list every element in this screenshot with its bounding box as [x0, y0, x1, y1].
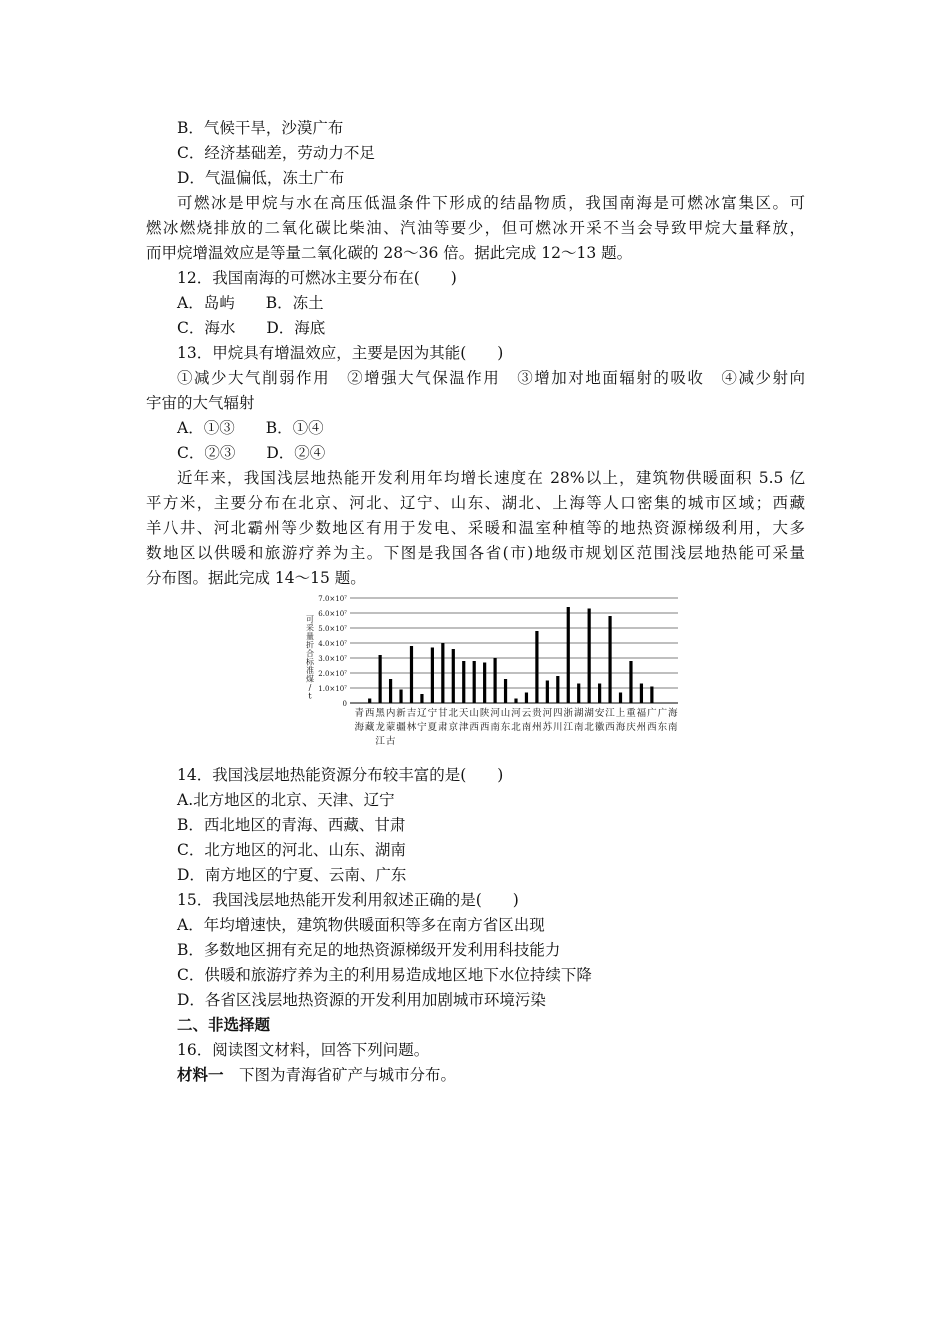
q11-option-d: D．气温偏低，冻土广布	[177, 169, 345, 187]
q13-options-cd: C．②③ D．②④	[177, 444, 326, 462]
passage-ice-line-3: 而甲烷增温效应是等量二氧化碳的 28～36 倍。据此完成 12～13 题。	[146, 244, 633, 262]
bar	[567, 607, 570, 703]
ylabel-char: 可	[306, 615, 314, 624]
xtick-label-bottom: 藏	[364, 722, 375, 733]
xtick-label-bottom: 苏	[542, 722, 553, 733]
ytick-label: 4.0×10⁷	[318, 640, 347, 648]
xtick-label-top: 贵	[532, 708, 542, 719]
xtick-label-top: 河	[542, 708, 553, 719]
q12-options-cd: C．海水 D．海底	[177, 319, 326, 337]
q16-material-label: 材料一	[177, 1065, 224, 1084]
q14-option-d: D．南方地区的宁夏、云南、广东	[177, 866, 407, 884]
ytick-label: 3.0×10⁷	[318, 655, 347, 663]
bar	[598, 684, 601, 704]
passage-geo-line-2: 平方米，主要分布在北京、河北、辽宁、山东、湖北、上海等人口密集的城市区域；西藏	[146, 494, 805, 512]
bar	[546, 681, 549, 704]
bar	[483, 663, 486, 704]
xtick-label-top: 河	[490, 708, 500, 719]
xtick-label-bottom: 徽	[594, 722, 605, 733]
xtick-label-top: 湖	[584, 708, 594, 719]
xtick-label-top: 吉	[406, 708, 417, 719]
bar	[368, 699, 371, 704]
q13-options-ab: A．①③ B．①④	[177, 419, 324, 437]
chart-bars	[368, 607, 653, 703]
passage-geo-line-1: 近年来，我国浅层地热能开发利用年均增长速度在 28%以上，建筑物供暖面积 5.5 亿	[177, 469, 805, 487]
bar	[577, 684, 580, 704]
xtick-label-top: 西	[364, 708, 375, 719]
passage-geo-line-3: 羊八井、河北霸州等少数地区有用于发电、采暖和温室种植等的地热资源梯级利用，大多	[146, 519, 805, 537]
xtick-label-top: 甘	[438, 708, 448, 719]
xtick-label-bottom: 东	[657, 722, 668, 733]
q16-material-text: 下图为青海省矿产与城市分布。	[223, 1066, 457, 1084]
ytick-label: 1.0×10⁷	[318, 685, 347, 693]
chart-ylabel	[306, 615, 315, 701]
xtick-label-bottom: 西	[479, 722, 490, 733]
passage-ice-line-1: 可燃冰是甲烷与水在高压低温条件下形成的结晶物质，我国南海是可燃冰富集区。可	[177, 194, 805, 212]
xtick-label-top: 青	[354, 708, 364, 719]
q11-option-c: C．经济基础差，劳动力不足	[177, 144, 375, 162]
xtick-label-top: 天	[458, 708, 469, 719]
q15-option-b: B．多数地区拥有充足的地热资源梯级开发利用科技能力	[177, 941, 561, 959]
q13-items-line-2: 宇宙的大气辐射	[146, 394, 255, 412]
xtick-label-top: 内	[385, 708, 396, 719]
passage-geo-line-4: 数地区以供暖和旅游疗养为主。下图是我国各省(市)地级市规划区范围浅层地热能可采量	[146, 544, 805, 562]
xtick-label-bottom: 西	[605, 722, 615, 733]
xtick-label-bottom: 京	[448, 722, 459, 733]
ytick-label: 2.0×10⁷	[318, 670, 347, 678]
ytick-label: 7.0×10⁷	[318, 595, 347, 603]
xtick-label-top: 四	[553, 708, 563, 719]
xtick-label-top: 安	[594, 708, 605, 719]
bar	[588, 609, 591, 704]
xtick-label-bottom: 北	[584, 722, 594, 733]
ylabel-char: 折	[306, 640, 314, 650]
q14-option-b: B．西北地区的青海、西藏、甘肃	[177, 816, 406, 834]
xtick-label-extra: 古	[385, 736, 396, 747]
xtick-label-top: 广	[647, 708, 657, 719]
bar	[608, 616, 611, 703]
ylabel-char: 采	[306, 623, 314, 633]
xtick-label-bottom: 庆	[626, 722, 636, 733]
xtick-label-bottom: 南	[668, 722, 678, 733]
ylabel-char: 量	[306, 632, 314, 641]
xtick-label-bottom: 海	[615, 722, 626, 733]
ylabel-char: 煤	[306, 674, 314, 684]
passage-geo-line-5: 分布图。据此完成 14～15 题。	[146, 569, 366, 587]
xtick-label-bottom: 州	[532, 722, 542, 733]
bar	[452, 649, 455, 703]
xtick-label-top: 云	[521, 708, 532, 719]
q14-option-c: C．北方地区的河北、山东、湖南	[177, 841, 406, 859]
bar	[650, 687, 653, 704]
xtick-label-top: 新	[396, 708, 406, 719]
bar	[493, 658, 496, 703]
xtick-label-bottom: 南	[521, 722, 532, 733]
xtick-label-top: 陕	[479, 708, 490, 719]
ylabel-char: /	[308, 683, 312, 692]
xtick-label-bottom: 西	[647, 722, 657, 733]
bar	[514, 699, 517, 704]
q14-stem: 14．我国浅层地热能资源分布较丰富的是( )	[177, 766, 504, 784]
q13-items-line-1: ①减少大气削弱作用 ②增强大气保温作用 ③增加对地面辐射的吸收 ④减少射向	[177, 369, 805, 387]
bar	[389, 679, 392, 703]
ytick-label: 5.0×10⁷	[318, 625, 347, 633]
q14-option-a: A.北方地区的北京、天津、辽宁	[177, 791, 395, 809]
xtick-label-bottom: 州	[636, 722, 647, 733]
xtick-label-bottom: 南	[573, 722, 584, 733]
q15-stem: 15．我国浅层地热能开发利用叙述正确的是( )	[177, 891, 519, 909]
q12-options-ab: A．岛屿 B．冻土	[177, 294, 324, 312]
bar	[379, 655, 382, 703]
chart-gridlines	[350, 598, 678, 703]
xtick-label-bottom: 疆	[396, 722, 406, 733]
ytick-label: 6.0×10⁷	[318, 610, 347, 618]
bar	[619, 693, 622, 704]
passage-ice-line-2: 燃冰燃烧排放的二氧化碳比柴油、汽油等要少，但可燃冰开采不当会导致甲烷大量释放，	[146, 219, 805, 237]
bar	[535, 631, 538, 703]
xtick-label-top: 江	[605, 708, 615, 719]
xtick-label-bottom: 龙	[375, 722, 385, 733]
bar	[525, 693, 528, 704]
bar	[640, 684, 643, 704]
q15-option-a: A．年均增速快，建筑物供暖面积等多在南方省区出现	[177, 916, 545, 934]
xtick-label-top: 河	[511, 708, 521, 719]
xtick-label-bottom: 宁	[417, 722, 427, 733]
bar	[504, 679, 507, 703]
xtick-label-top: 辽	[417, 708, 427, 719]
xtick-label-top: 广	[657, 708, 668, 719]
q15-option-c: C．供暖和旅游疗养为主的利用易造成地区地下水位持续下降	[177, 966, 592, 984]
xtick-label-top: 浙	[563, 708, 574, 719]
xtick-label-top: 宁	[427, 708, 438, 719]
ylabel-char: 标	[306, 657, 314, 667]
xtick-label-top: 北	[448, 708, 459, 719]
xtick-label-bottom: 海	[354, 722, 364, 733]
q16-material-line	[177, 1065, 456, 1085]
bar	[410, 646, 413, 703]
geothermal-bar-chart	[300, 590, 690, 750]
xtick-label-top: 山	[500, 708, 511, 719]
section-heading: 二、非选择题	[177, 1015, 271, 1034]
xtick-label-top: 海	[668, 708, 678, 719]
xtick-label-bottom: 夏	[427, 722, 438, 733]
bar	[399, 690, 402, 704]
bar	[473, 661, 476, 703]
xtick-label-bottom: 南	[490, 722, 500, 733]
xtick-label-extra: 江	[375, 736, 385, 747]
bar	[462, 661, 465, 703]
bar	[629, 661, 632, 703]
ylabel-char: 合	[306, 649, 314, 658]
xtick-label-bottom: 江	[563, 722, 574, 733]
xtick-label-bottom: 蒙	[385, 722, 396, 733]
xtick-label-bottom: 津	[458, 722, 469, 733]
ylabel-char: t	[308, 691, 312, 701]
xtick-label-bottom: 川	[553, 722, 563, 733]
bar	[420, 694, 423, 703]
ylabel-char: 准	[306, 666, 314, 675]
xtick-label-top: 重	[626, 708, 636, 719]
xtick-label-top: 山	[469, 708, 479, 719]
xtick-label-top: 湖	[573, 708, 584, 719]
q16-stem: 16．阅读图文材料，回答下列问题。	[177, 1041, 430, 1059]
bar	[556, 676, 559, 703]
xtick-label-bottom: 西	[469, 722, 479, 733]
chart-yticks	[318, 595, 347, 708]
xtick-label-bottom: 北	[511, 722, 521, 733]
xtick-label-top: 黑	[375, 708, 385, 719]
bar	[431, 648, 434, 704]
xtick-label-bottom: 东	[500, 722, 511, 733]
xtick-label-top: 上	[615, 708, 626, 719]
chart-xlabels	[354, 707, 678, 747]
q11-option-b: B．气候干旱，沙漠广布	[177, 119, 344, 137]
q15-option-d: D．各省区浅层地热资源的开发利用加剧城市环境污染	[177, 991, 546, 1009]
ytick-label: 0	[342, 700, 347, 708]
bar	[441, 643, 444, 703]
xtick-label-top: 福	[636, 708, 647, 719]
q13-stem: 13．甲烷具有增温效应，主要是因为其能( )	[177, 344, 504, 362]
xtick-label-bottom: 肃	[438, 722, 448, 733]
q12-stem: 12．我国南海的可燃冰主要分布在( )	[177, 269, 457, 287]
xtick-label-bottom: 林	[406, 722, 417, 733]
